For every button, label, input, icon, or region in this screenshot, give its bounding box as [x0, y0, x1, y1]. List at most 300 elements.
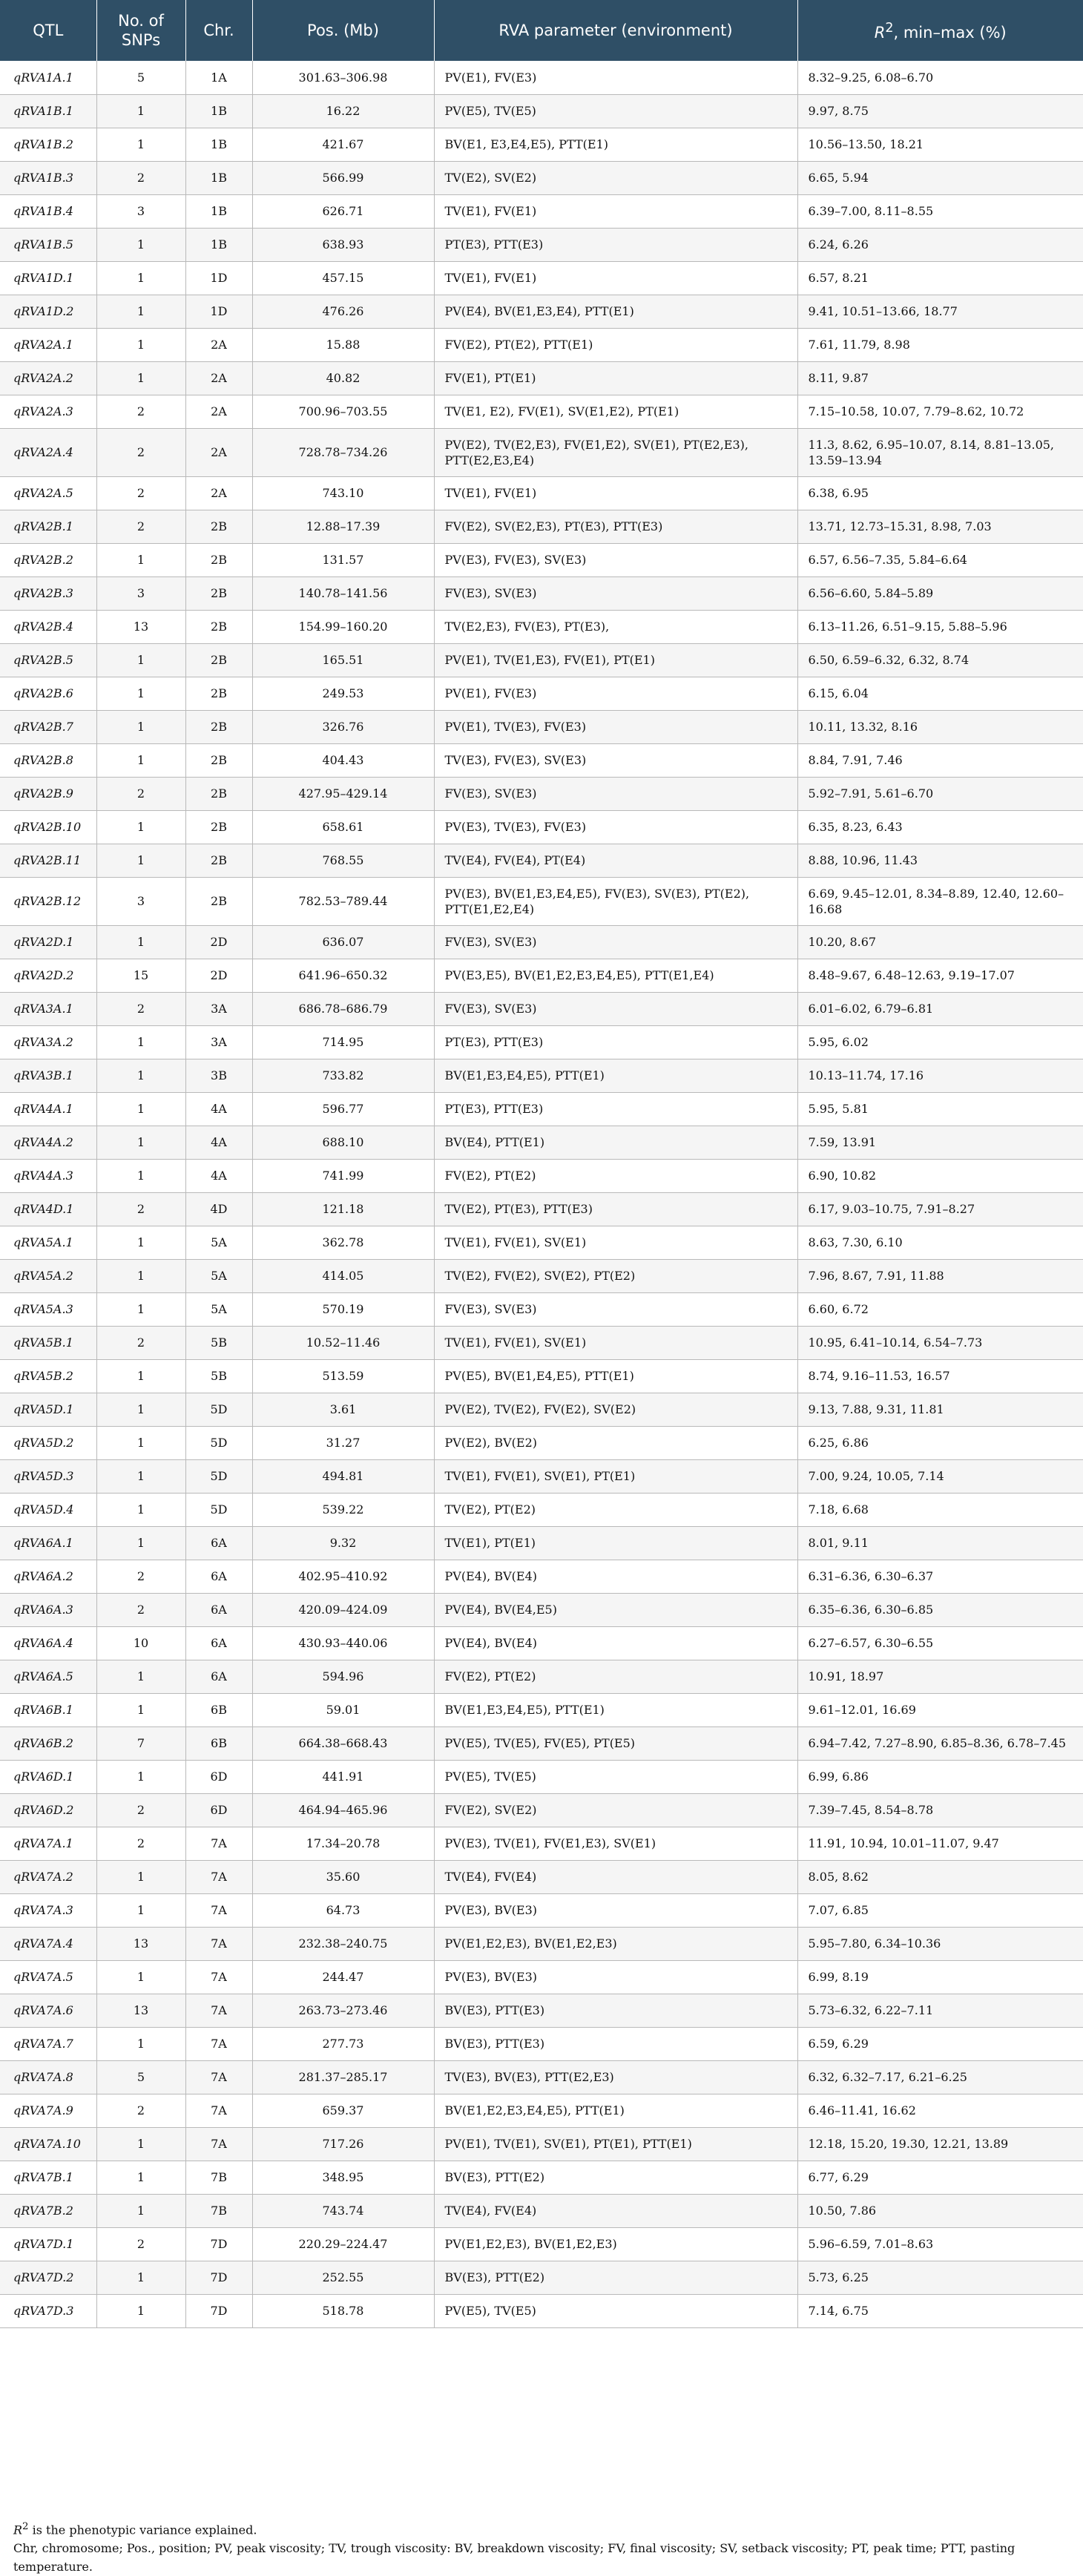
cell-param: PV(E3), TV(E3), FV(E3)	[434, 810, 797, 844]
cell-chr: 3A	[185, 1025, 252, 1059]
cell-qtl: qRVA2B.9	[0, 777, 96, 810]
cell-pos: 658.61	[252, 810, 434, 844]
cell-qtl: qRVA1A.1	[0, 61, 96, 94]
cell-pos: 430.93–440.06	[252, 1626, 434, 1660]
table-row	[0, 1893, 1083, 1927]
cell-qtl: qRVA2D.2	[0, 959, 96, 992]
cell-r2: 11.3, 8.62, 6.95–10.07, 8.14, 8.81–13.05, 13.59–13.94	[797, 428, 1083, 476]
cell-chr: 6A	[185, 1626, 252, 1660]
cell-snps: 15	[96, 959, 185, 992]
cell-param: PV(E3), BV(E3)	[434, 1960, 797, 1994]
table-row	[0, 328, 1083, 361]
cell-pos: 232.38–240.75	[252, 1927, 434, 1960]
cell-param: BV(E1,E3,E4,E5), PTT(E1)	[434, 1059, 797, 1092]
cell-qtl: qRVA2B.2	[0, 543, 96, 576]
table-row	[0, 428, 1083, 476]
cell-chr: 6D	[185, 1793, 252, 1827]
cell-param: TV(E2), FV(E2), SV(E2), PT(E2)	[434, 1259, 797, 1292]
cell-r2: 6.50, 6.59–6.32, 6.32, 8.74	[797, 643, 1083, 677]
table-row	[0, 992, 1083, 1025]
cell-snps: 1	[96, 1292, 185, 1326]
cell-pos: 686.78–686.79	[252, 992, 434, 1025]
table-row	[0, 1960, 1083, 1994]
cell-param: PV(E5), TV(E5)	[434, 2294, 797, 2327]
cell-snps: 1	[96, 328, 185, 361]
table-row	[0, 877, 1083, 925]
cell-chr: 7A	[185, 1960, 252, 1994]
cell-r2: 5.95, 5.81	[797, 1092, 1083, 1126]
cell-chr: 7A	[185, 1827, 252, 1860]
cell-snps: 1	[96, 1092, 185, 1126]
cell-qtl: qRVA2B.6	[0, 677, 96, 710]
table-row	[0, 810, 1083, 844]
cell-qtl: qRVA2A.5	[0, 476, 96, 510]
cell-qtl: qRVA5A.1	[0, 1226, 96, 1259]
cell-r2: 6.99, 6.86	[797, 1760, 1083, 1793]
cell-param: TV(E4), FV(E4)	[434, 1860, 797, 1893]
cell-pos: 16.22	[252, 94, 434, 128]
note-r2-letter: R	[13, 2523, 23, 2537]
cell-r2: 5.96–6.59, 7.01–8.63	[797, 2227, 1083, 2261]
cell-r2: 5.73, 6.25	[797, 2261, 1083, 2294]
cell-qtl: qRVA7A.3	[0, 1893, 96, 1927]
cell-pos: 414.05	[252, 1259, 434, 1292]
cell-param: FV(E3), SV(E3)	[434, 925, 797, 959]
cell-chr: 2D	[185, 959, 252, 992]
note-r2	[13, 2517, 1083, 2539]
cell-chr: 2B	[185, 643, 252, 677]
cell-r2: 6.56–6.60, 5.84–5.89	[797, 576, 1083, 610]
cell-param: PV(E4), BV(E1,E3,E4), PTT(E1)	[434, 295, 797, 328]
cell-snps: 1	[96, 2194, 185, 2227]
cell-pos: 64.73	[252, 1893, 434, 1927]
cell-r2: 6.46–11.41, 16.62	[797, 2094, 1083, 2127]
cell-snps: 1	[96, 1860, 185, 1893]
cell-r2: 5.73–6.32, 6.22–7.11	[797, 1994, 1083, 2027]
cell-param: PV(E1), TV(E1,E3), FV(E1), PT(E1)	[434, 643, 797, 677]
cell-param: PV(E1), FV(E3)	[434, 61, 797, 94]
cell-r2: 6.57, 6.56–7.35, 5.84–6.64	[797, 543, 1083, 576]
cell-r2: 6.59, 6.29	[797, 2027, 1083, 2060]
table-row	[0, 94, 1083, 128]
cell-qtl: qRVA6B.1	[0, 1693, 96, 1726]
cell-snps: 1	[96, 1459, 185, 1493]
cell-chr: 2B	[185, 810, 252, 844]
cell-snps: 1	[96, 810, 185, 844]
cell-param: TV(E2,E3), FV(E3), PT(E3),	[434, 610, 797, 643]
cell-snps: 1	[96, 361, 185, 395]
cell-chr: 2D	[185, 925, 252, 959]
cell-qtl: qRVA5A.2	[0, 1259, 96, 1292]
cell-r2: 10.50, 7.86	[797, 2194, 1083, 2227]
cell-snps: 5	[96, 2060, 185, 2094]
cell-r2: 8.01, 9.11	[797, 1526, 1083, 1560]
cell-qtl: qRVA6A.2	[0, 1560, 96, 1593]
table-row	[0, 2127, 1083, 2161]
cell-snps: 1	[96, 1693, 185, 1726]
cell-chr: 5A	[185, 1292, 252, 1326]
cell-param: PV(E5), BV(E1,E4,E5), PTT(E1)	[434, 1359, 797, 1393]
cell-qtl: qRVA2B.11	[0, 844, 96, 877]
cell-r2: 6.39–7.00, 8.11–8.55	[797, 194, 1083, 228]
cell-r2: 10.91, 18.97	[797, 1660, 1083, 1693]
cell-chr: 7B	[185, 2161, 252, 2194]
cell-qtl: qRVA2B.8	[0, 743, 96, 777]
table-row	[0, 2161, 1083, 2194]
cell-r2: 7.00, 9.24, 10.05, 7.14	[797, 1459, 1083, 1493]
cell-snps: 1	[96, 128, 185, 161]
table-row	[0, 1493, 1083, 1526]
cell-qtl: qRVA3A.2	[0, 1025, 96, 1059]
cell-param: TV(E1), FV(E1)	[434, 194, 797, 228]
cell-param: TV(E4), FV(E4), PT(E4)	[434, 844, 797, 877]
cell-chr: 7A	[185, 2060, 252, 2094]
cell-chr: 4D	[185, 1192, 252, 1226]
cell-qtl: qRVA7A.7	[0, 2027, 96, 2060]
cell-qtl: qRVA4A.1	[0, 1092, 96, 1126]
cell-param: TV(E1), PT(E1)	[434, 1526, 797, 1560]
cell-qtl: qRVA1D.2	[0, 295, 96, 328]
cell-r2: 7.96, 8.67, 7.91, 11.88	[797, 1259, 1083, 1292]
cell-r2: 7.14, 6.75	[797, 2294, 1083, 2327]
cell-chr: 5D	[185, 1493, 252, 1526]
cell-param: PV(E5), TV(E5)	[434, 1760, 797, 1793]
cell-r2: 7.18, 6.68	[797, 1493, 1083, 1526]
cell-r2: 6.65, 5.94	[797, 161, 1083, 194]
cell-pos: 688.10	[252, 1126, 434, 1159]
cell-param: TV(E4), FV(E4)	[434, 2194, 797, 2227]
table-row	[0, 959, 1083, 992]
cell-pos: 494.81	[252, 1459, 434, 1493]
table-row	[0, 261, 1083, 295]
table-row	[0, 1526, 1083, 1560]
table-row	[0, 1827, 1083, 1860]
cell-qtl: qRVA2A.4	[0, 428, 96, 476]
cell-pos: 140.78–141.56	[252, 576, 434, 610]
cell-snps: 1	[96, 710, 185, 743]
cell-qtl: qRVA2B.5	[0, 643, 96, 677]
table-row	[0, 228, 1083, 261]
cell-snps: 1	[96, 925, 185, 959]
cell-snps: 3	[96, 576, 185, 610]
cell-param: TV(E2), SV(E2)	[434, 161, 797, 194]
cell-param: FV(E3), SV(E3)	[434, 992, 797, 1025]
cell-param: TV(E2), PT(E3), PTT(E3)	[434, 1192, 797, 1226]
cell-r2: 10.20, 8.67	[797, 925, 1083, 959]
table-row	[0, 1359, 1083, 1393]
cell-qtl: qRVA5D.2	[0, 1426, 96, 1459]
cell-r2: 7.61, 11.79, 8.98	[797, 328, 1083, 361]
cell-r2: 9.41, 10.51–13.66, 18.77	[797, 295, 1083, 328]
note-r2-sup: 2	[22, 2521, 29, 2532]
cell-chr: 7A	[185, 1893, 252, 1927]
table-row	[0, 2227, 1083, 2261]
cell-pos: 12.88–17.39	[252, 510, 434, 543]
cell-qtl: qRVA7A.9	[0, 2094, 96, 2127]
cell-snps: 2	[96, 161, 185, 194]
cell-chr: 1A	[185, 61, 252, 94]
cell-r2: 10.56–13.50, 18.21	[797, 128, 1083, 161]
cell-param: PV(E3,E5), BV(E1,E2,E3,E4,E5), PTT(E1,E4)	[434, 959, 797, 992]
cell-pos: 570.19	[252, 1292, 434, 1326]
cell-param: TV(E1), FV(E1), SV(E1), PT(E1)	[434, 1459, 797, 1493]
cell-r2: 8.74, 9.16–11.53, 16.57	[797, 1359, 1083, 1393]
cell-param: PV(E2), BV(E2)	[434, 1426, 797, 1459]
cell-qtl: qRVA7A.6	[0, 1994, 96, 2027]
cell-r2: 6.60, 6.72	[797, 1292, 1083, 1326]
cell-pos: 249.53	[252, 677, 434, 710]
cell-qtl: qRVA7A.2	[0, 1860, 96, 1893]
cell-snps: 1	[96, 1359, 185, 1393]
cell-qtl: qRVA6A.4	[0, 1626, 96, 1660]
table-body	[0, 61, 1083, 2327]
cell-snps: 1	[96, 543, 185, 576]
cell-param: PT(E3), PTT(E3)	[434, 228, 797, 261]
cell-chr: 5A	[185, 1259, 252, 1292]
header-r2	[797, 0, 1083, 61]
cell-param: TV(E1), FV(E1)	[434, 476, 797, 510]
cell-r2: 12.18, 15.20, 19.30, 12.21, 13.89	[797, 2127, 1083, 2161]
cell-chr: 1B	[185, 228, 252, 261]
cell-chr: 5D	[185, 1393, 252, 1426]
cell-param: BV(E4), PTT(E1)	[434, 1126, 797, 1159]
cell-qtl: qRVA7A.1	[0, 1827, 96, 1860]
cell-pos: 15.88	[252, 328, 434, 361]
note-r2-text: is the phenotypic variance explained.	[28, 2523, 257, 2537]
cell-r2: 10.95, 6.41–10.14, 6.54–7.73	[797, 1326, 1083, 1359]
cell-pos: 636.07	[252, 925, 434, 959]
table-row	[0, 1860, 1083, 1893]
cell-pos: 10.52–11.46	[252, 1326, 434, 1359]
cell-param: BV(E1,E3,E4,E5), PTT(E1)	[434, 1693, 797, 1726]
cell-param: TV(E1, E2), FV(E1), SV(E1,E2), PT(E1)	[434, 395, 797, 428]
cell-pos: 421.67	[252, 128, 434, 161]
cell-pos: 3.61	[252, 1393, 434, 1426]
cell-qtl: qRVA1D.1	[0, 261, 96, 295]
table-row	[0, 1793, 1083, 1827]
cell-r2: 6.27–6.57, 6.30–6.55	[797, 1626, 1083, 1660]
cell-qtl: qRVA7A.4	[0, 1927, 96, 1960]
cell-snps: 1	[96, 643, 185, 677]
cell-snps: 1	[96, 2161, 185, 2194]
cell-qtl: qRVA7A.10	[0, 2127, 96, 2161]
cell-qtl: qRVA5D.4	[0, 1493, 96, 1526]
table-row	[0, 1994, 1083, 2027]
cell-chr: 2B	[185, 677, 252, 710]
table-row	[0, 2027, 1083, 2060]
table-notes	[13, 2517, 1083, 2576]
cell-r2: 6.94–7.42, 7.27–8.90, 6.85–8.36, 6.78–7.45	[797, 1726, 1083, 1760]
cell-param: PV(E1,E2,E3), BV(E1,E2,E3)	[434, 2227, 797, 2261]
cell-chr: 6A	[185, 1660, 252, 1693]
cell-pos: 35.60	[252, 1860, 434, 1893]
cell-pos: 252.55	[252, 2261, 434, 2294]
cell-chr: 2A	[185, 361, 252, 395]
cell-chr: 2A	[185, 395, 252, 428]
cell-qtl: qRVA6B.2	[0, 1726, 96, 1760]
cell-chr: 6A	[185, 1593, 252, 1626]
table-row	[0, 1426, 1083, 1459]
cell-snps: 1	[96, 1960, 185, 1994]
cell-snps: 2	[96, 1560, 185, 1593]
cell-chr: 6D	[185, 1760, 252, 1793]
cell-chr: 2B	[185, 743, 252, 777]
cell-param: PV(E3), BV(E1,E3,E4,E5), FV(E3), SV(E3), PT(E2), PTT(E1,E2,E4)	[434, 877, 797, 925]
table-row	[0, 710, 1083, 743]
cell-param: PV(E4), BV(E4,E5)	[434, 1593, 797, 1626]
cell-snps: 2	[96, 2094, 185, 2127]
cell-qtl: qRVA1B.4	[0, 194, 96, 228]
cell-pos: 220.29–224.47	[252, 2227, 434, 2261]
cell-snps: 2	[96, 476, 185, 510]
table-row	[0, 476, 1083, 510]
table-row	[0, 1660, 1083, 1693]
cell-r2: 7.15–10.58, 10.07, 7.79–8.62, 10.72	[797, 395, 1083, 428]
cell-r2: 8.88, 10.96, 11.43	[797, 844, 1083, 877]
cell-qtl: qRVA1B.3	[0, 161, 96, 194]
cell-snps: 2	[96, 1326, 185, 1359]
cell-snps: 1	[96, 1259, 185, 1292]
cell-qtl: qRVA4A.3	[0, 1159, 96, 1192]
cell-snps: 2	[96, 1192, 185, 1226]
cell-r2: 13.71, 12.73–15.31, 8.98, 7.03	[797, 510, 1083, 543]
cell-snps: 1	[96, 1126, 185, 1159]
cell-param: FV(E1), PT(E1)	[434, 361, 797, 395]
table-row	[0, 1760, 1083, 1793]
cell-r2: 5.95, 6.02	[797, 1025, 1083, 1059]
cell-chr: 7A	[185, 2094, 252, 2127]
table-row	[0, 1927, 1083, 1960]
cell-pos: 733.82	[252, 1059, 434, 1092]
cell-pos: 743.74	[252, 2194, 434, 2227]
cell-qtl: qRVA1B.1	[0, 94, 96, 128]
cell-snps: 1	[96, 677, 185, 710]
cell-chr: 7D	[185, 2261, 252, 2294]
cell-param: BV(E3), PTT(E3)	[434, 1994, 797, 2027]
cell-pos: 594.96	[252, 1660, 434, 1693]
cell-chr: 5D	[185, 1426, 252, 1459]
cell-param: BV(E3), PTT(E2)	[434, 2161, 797, 2194]
cell-r2: 6.24, 6.26	[797, 228, 1083, 261]
table-row	[0, 2060, 1083, 2094]
cell-r2: 6.25, 6.86	[797, 1426, 1083, 1459]
cell-pos: 768.55	[252, 844, 434, 877]
cell-qtl: qRVA1B.5	[0, 228, 96, 261]
cell-pos: 457.15	[252, 261, 434, 295]
cell-pos: 700.96–703.55	[252, 395, 434, 428]
cell-qtl: qRVA7D.2	[0, 2261, 96, 2294]
cell-pos: 121.18	[252, 1192, 434, 1226]
table-row	[0, 777, 1083, 810]
table-row	[0, 1059, 1083, 1092]
cell-param: TV(E1), FV(E1)	[434, 261, 797, 295]
cell-snps: 13	[96, 1927, 185, 1960]
cell-snps: 1	[96, 94, 185, 128]
cell-qtl: qRVA2A.1	[0, 328, 96, 361]
table-row	[0, 2194, 1083, 2227]
cell-r2: 9.13, 7.88, 9.31, 11.81	[797, 1393, 1083, 1426]
cell-qtl: qRVA7B.2	[0, 2194, 96, 2227]
cell-r2: 8.48–9.67, 6.48–12.63, 9.19–17.07	[797, 959, 1083, 992]
table-row	[0, 1259, 1083, 1292]
table-row	[0, 1626, 1083, 1660]
cell-param: FV(E3), SV(E3)	[434, 576, 797, 610]
cell-chr: 1D	[185, 261, 252, 295]
cell-pos: 441.91	[252, 1760, 434, 1793]
table-row	[0, 61, 1083, 94]
cell-r2: 8.32–9.25, 6.08–6.70	[797, 61, 1083, 94]
cell-chr: 4A	[185, 1126, 252, 1159]
table-row	[0, 1393, 1083, 1426]
cell-chr: 4A	[185, 1159, 252, 1192]
cell-qtl: qRVA2A.3	[0, 395, 96, 428]
cell-param: PV(E1), TV(E3), FV(E3)	[434, 710, 797, 743]
cell-qtl: qRVA2B.3	[0, 576, 96, 610]
cell-param: PV(E3), TV(E1), FV(E1,E3), SV(E1)	[434, 1827, 797, 1860]
cell-chr: 3A	[185, 992, 252, 1025]
cell-chr: 2B	[185, 777, 252, 810]
cell-chr: 5D	[185, 1459, 252, 1493]
cell-qtl: qRVA7A.5	[0, 1960, 96, 1994]
table-row	[0, 1560, 1083, 1593]
cell-r2: 6.35–6.36, 6.30–6.85	[797, 1593, 1083, 1626]
cell-chr: 7A	[185, 1927, 252, 1960]
cell-pos: 348.95	[252, 2161, 434, 2194]
cell-param: FV(E2), PT(E2)	[434, 1159, 797, 1192]
cell-pos: 659.37	[252, 2094, 434, 2127]
cell-pos: 717.26	[252, 2127, 434, 2161]
cell-snps: 1	[96, 1426, 185, 1459]
cell-pos: 741.99	[252, 1159, 434, 1192]
table-row	[0, 610, 1083, 643]
cell-r2: 7.07, 6.85	[797, 1893, 1083, 1927]
cell-chr: 1B	[185, 161, 252, 194]
cell-param: PV(E2), TV(E2), FV(E2), SV(E2)	[434, 1393, 797, 1426]
cell-param: PT(E3), PTT(E3)	[434, 1092, 797, 1126]
cell-qtl: qRVA5D.3	[0, 1459, 96, 1493]
cell-param: PV(E1), FV(E3)	[434, 677, 797, 710]
cell-param: PV(E1,E2,E3), BV(E1,E2,E3)	[434, 1927, 797, 1960]
table-row	[0, 295, 1083, 328]
cell-snps: 1	[96, 1059, 185, 1092]
table-row	[0, 1126, 1083, 1159]
cell-snps: 13	[96, 1994, 185, 2027]
cell-snps: 10	[96, 1626, 185, 1660]
header-r2-letter: R	[874, 24, 886, 42]
cell-chr: 7D	[185, 2227, 252, 2261]
cell-chr: 2B	[185, 844, 252, 877]
cell-qtl: qRVA6D.2	[0, 1793, 96, 1827]
cell-chr: 7A	[185, 2027, 252, 2060]
cell-qtl: qRVA7A.8	[0, 2060, 96, 2094]
cell-param: TV(E3), BV(E3), PTT(E2,E3)	[434, 2060, 797, 2094]
cell-r2: 6.32, 6.32–7.17, 6.21–6.25	[797, 2060, 1083, 2094]
cell-chr: 2A	[185, 476, 252, 510]
cell-r2: 6.17, 9.03–10.75, 7.91–8.27	[797, 1192, 1083, 1226]
cell-param: PV(E3), BV(E3)	[434, 1893, 797, 1927]
table-row	[0, 1292, 1083, 1326]
table-row	[0, 395, 1083, 428]
cell-pos: 244.47	[252, 1960, 434, 1994]
table-row	[0, 194, 1083, 228]
cell-chr: 1D	[185, 295, 252, 328]
table-row	[0, 1092, 1083, 1126]
cell-snps: 1	[96, 261, 185, 295]
cell-chr: 2A	[185, 428, 252, 476]
cell-pos: 281.37–285.17	[252, 2060, 434, 2094]
cell-qtl: qRVA5B.1	[0, 1326, 96, 1359]
cell-qtl: qRVA6A.5	[0, 1660, 96, 1693]
